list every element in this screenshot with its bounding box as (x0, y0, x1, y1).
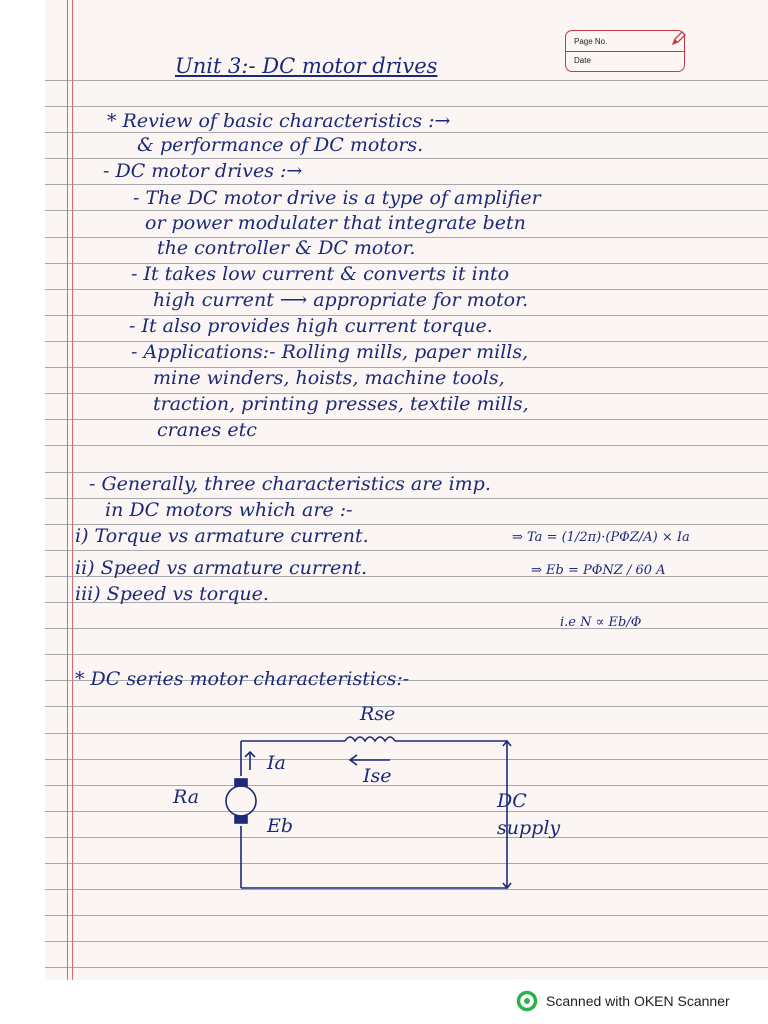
drives-heading: - DC motor drives :→ (103, 160, 303, 182)
oken-logo-icon (516, 990, 538, 1012)
label-rse: Rse (360, 703, 396, 725)
general-line-2: in DC motors which are :- (105, 499, 353, 521)
notebook-page (45, 0, 768, 980)
page-title: Unit 3:- DC motor drives (175, 54, 438, 78)
page-no-label: Page No. (566, 31, 684, 52)
drive-line-4: - It takes low current & converts it into (131, 263, 510, 285)
label-dc: DC (497, 790, 527, 812)
characteristic-3: iii) Speed vs torque. (75, 583, 269, 605)
applications-line-2: mine winders, hoists, machine tools, (153, 367, 505, 389)
drive-line-1: - The DC motor drive is a type of amplifier (133, 187, 541, 209)
characteristic-1: i) Torque vs armature current. (75, 525, 369, 547)
date-label: Date (574, 56, 591, 65)
ise-arrow (350, 755, 390, 765)
drive-line-2: or power modulater that integrate betn (145, 212, 526, 234)
torque-formula: ⇒ Ta = (1/2π)·(PΦZ/A) × Ia (512, 530, 690, 545)
review-heading-2: & performance of DC motors. (137, 134, 424, 156)
drive-line-6: - It also provides high current torque. (129, 315, 493, 337)
scanner-text: Scanned with OKEN Scanner (546, 993, 730, 1009)
series-motor-circuit (45, 0, 768, 980)
label-supply: supply (497, 817, 561, 839)
general-line-1: - Generally, three characteristics are imp. (89, 473, 491, 495)
emf-formula: ⇒ Eb = PΦNZ / 60 A (531, 563, 666, 578)
label-eb: Eb (267, 815, 294, 837)
series-field-coil (345, 737, 395, 741)
drive-line-3: the controller & DC motor. (157, 237, 416, 259)
scanner-watermark (516, 990, 730, 1012)
speed-relation: i.e N ∝ Eb/Φ (560, 615, 642, 630)
ia-arrow (245, 752, 255, 770)
applications-line-4: cranes etc (157, 419, 257, 441)
review-heading-1: * Review of basic characteristics :→ (107, 110, 451, 132)
drive-line-5: high current ⟶ appropriate for motor. (153, 289, 529, 311)
label-ra: Ra (173, 786, 200, 808)
label-ise: Ise (363, 765, 392, 787)
label-ia: Ia (267, 752, 286, 774)
characteristic-2: ii) Speed vs armature current. (75, 557, 368, 579)
applications-line-1: - Applications:- Rolling mills, paper mills, (131, 341, 529, 363)
armature (226, 786, 256, 816)
applications-line-3: traction, printing presses, textile mills, (153, 393, 529, 415)
series-heading: * DC series motor characteristics:- (75, 668, 410, 690)
